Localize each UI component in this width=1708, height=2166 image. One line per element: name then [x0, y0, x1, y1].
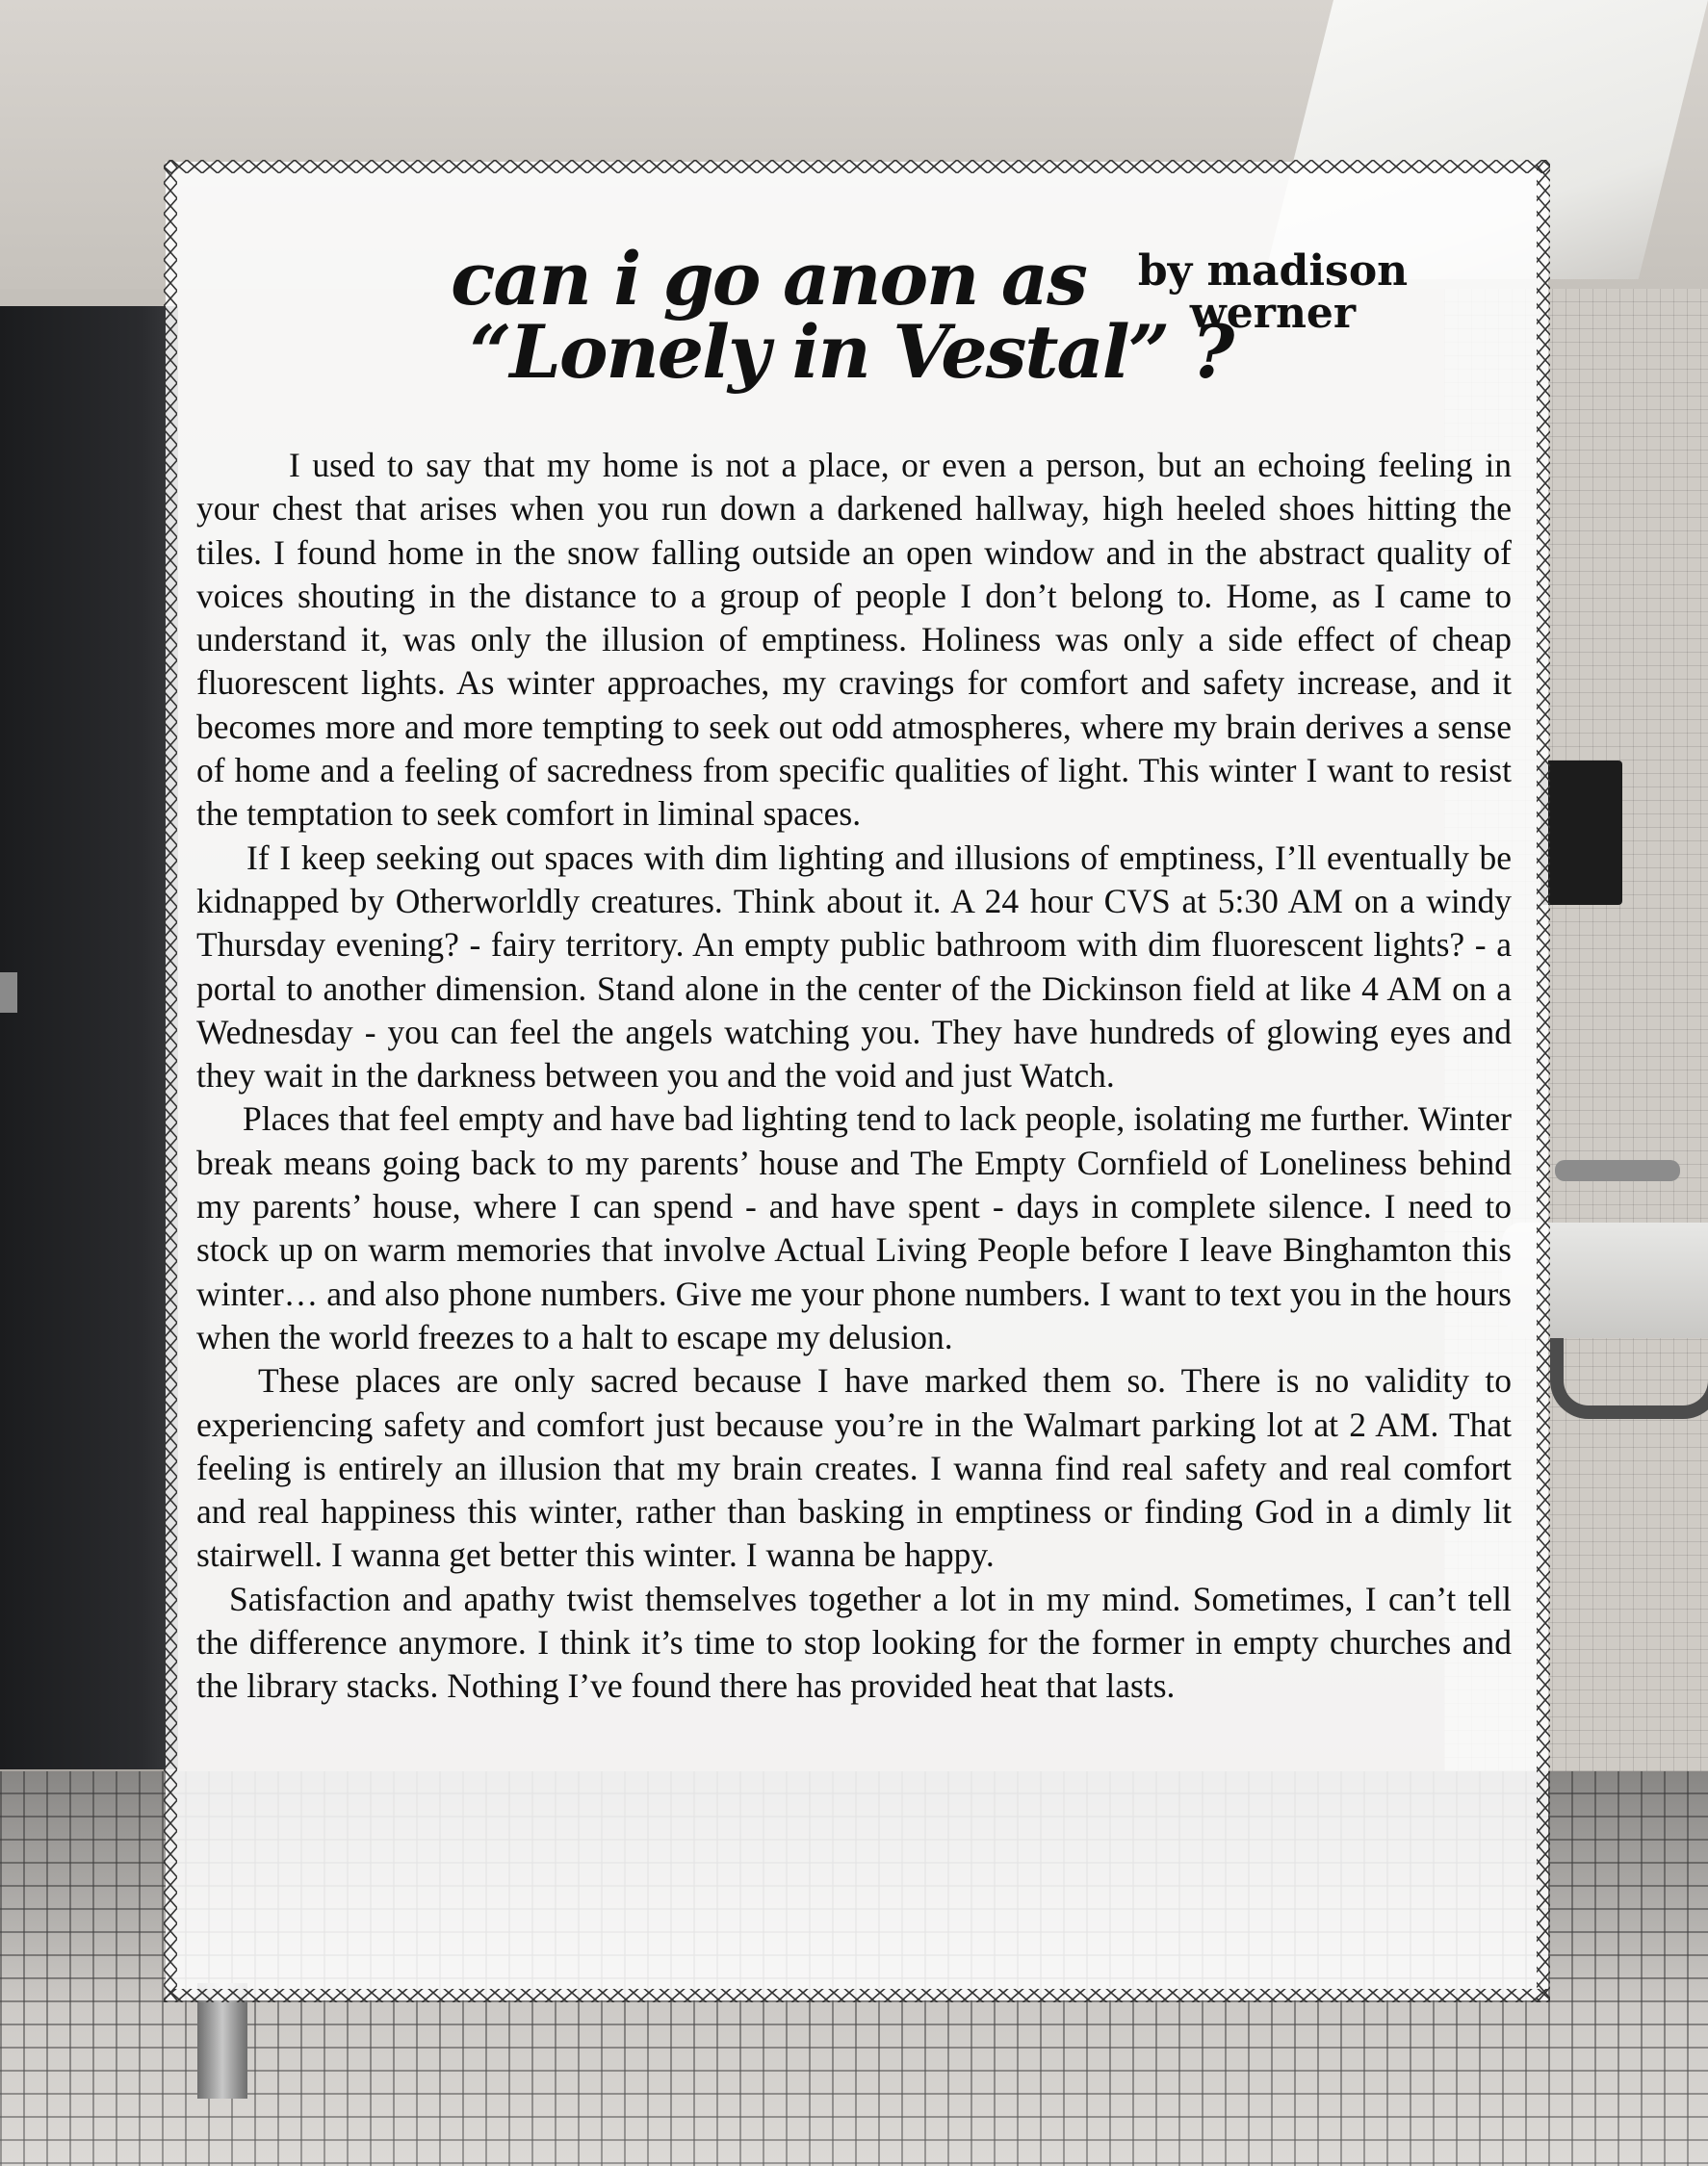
- paragraph-3: Places that feel empty and have bad lighting tend to lack people, isolating me further. Winter break means going back to my parents’ house and The Empty Cornfield of Loneliness behind my parents’ house, where I can spend - and have spent - days in complete silence. I need to stock up on warm memories that involve Actual Living People before I leave Binghamton this winter… and also phone numbers. Give me your phone numbers. I want to text you in the hours when the world freezes to a halt to escape my delusion.: [196, 1099, 1512, 1356]
- faucet: [1555, 1160, 1680, 1181]
- paragraph-2: If I keep seeking out spaces with dim lighting and illusions of emptiness, I’ll eventually be kidnapped by Otherworldly creatures. Think about it. A 24 hour CVS at 5:30 AM on a windy Thursday evening? - fairy territory. An empty public bathroom with dim fluorescent lights? - a portal to another dimension. Stand alone in the center of the Dickinson field at like 4 AM on a Wednesday - you can feel the angels watching you. They have hundreds of glowing eyes and they wait in the darkness between you and the void and just Watch.: [196, 838, 1512, 1096]
- article-panel: [166, 162, 1548, 2000]
- article-title-line-2: “Lonely in Vestal” ?: [469, 309, 1233, 395]
- byline-line-1: by madison: [1137, 246, 1409, 296]
- article-body: [196, 444, 1512, 1709]
- soap-dispenser: [1540, 761, 1622, 905]
- byline-line-2: werner: [1189, 289, 1357, 338]
- stall-latch: [0, 972, 17, 1013]
- article-title-line-1: can i go anon as: [451, 236, 1086, 322]
- byline: [1109, 246, 1436, 338]
- sink-pipe: [1550, 1338, 1708, 1419]
- paragraph-1: I used to say that my home is not a place, or even a person, but an echoing feeling in your chest that arises when you run down a darkened hallway, high heeled shoes hitting the tiles. I found home in the snow falling outside an open window and in the abstract quality of voices shouting in the distance to a group of people I don’t belong to. Home, as I came to understand it, was only the illusion of emptiness. Holiness was only a side effect of cheap fluorescent lights. As winter approaches, my cravings for comfort and safety increase, and it becomes more and more tempting to seek out odd atmospheres, where my brain derives a sense of home and a feeling of sacredness from specific qualities of light. This winter I want to resist the temptation to seek comfort in liminal spaces.: [196, 446, 1512, 834]
- paragraph-4: These places are only sacred because I have marked them so. There is no validity to experiencing safety and comfort just because you’re in the Walmart parking lot at 2 AM. That feeling is entirely an illusion that my brain creates. I wanna find real safety and real comfort and real happiness this winter, rather than basking in emptiness or finding God in a dimly lit stairwell. I wanna get better this winter. I wanna be happy.: [196, 1361, 1512, 1575]
- partition-leg: [197, 1983, 247, 2099]
- stall-door: [0, 306, 178, 1769]
- paragraph-5: Satisfaction and apathy twist themselves together a lot in my mind. Sometimes, I can’t tell the difference anymore. I think it’s time to stop looking for the former in empty churches and the library stacks. Nothing I’ve found there has provided heat that lasts.: [196, 1579, 1512, 1706]
